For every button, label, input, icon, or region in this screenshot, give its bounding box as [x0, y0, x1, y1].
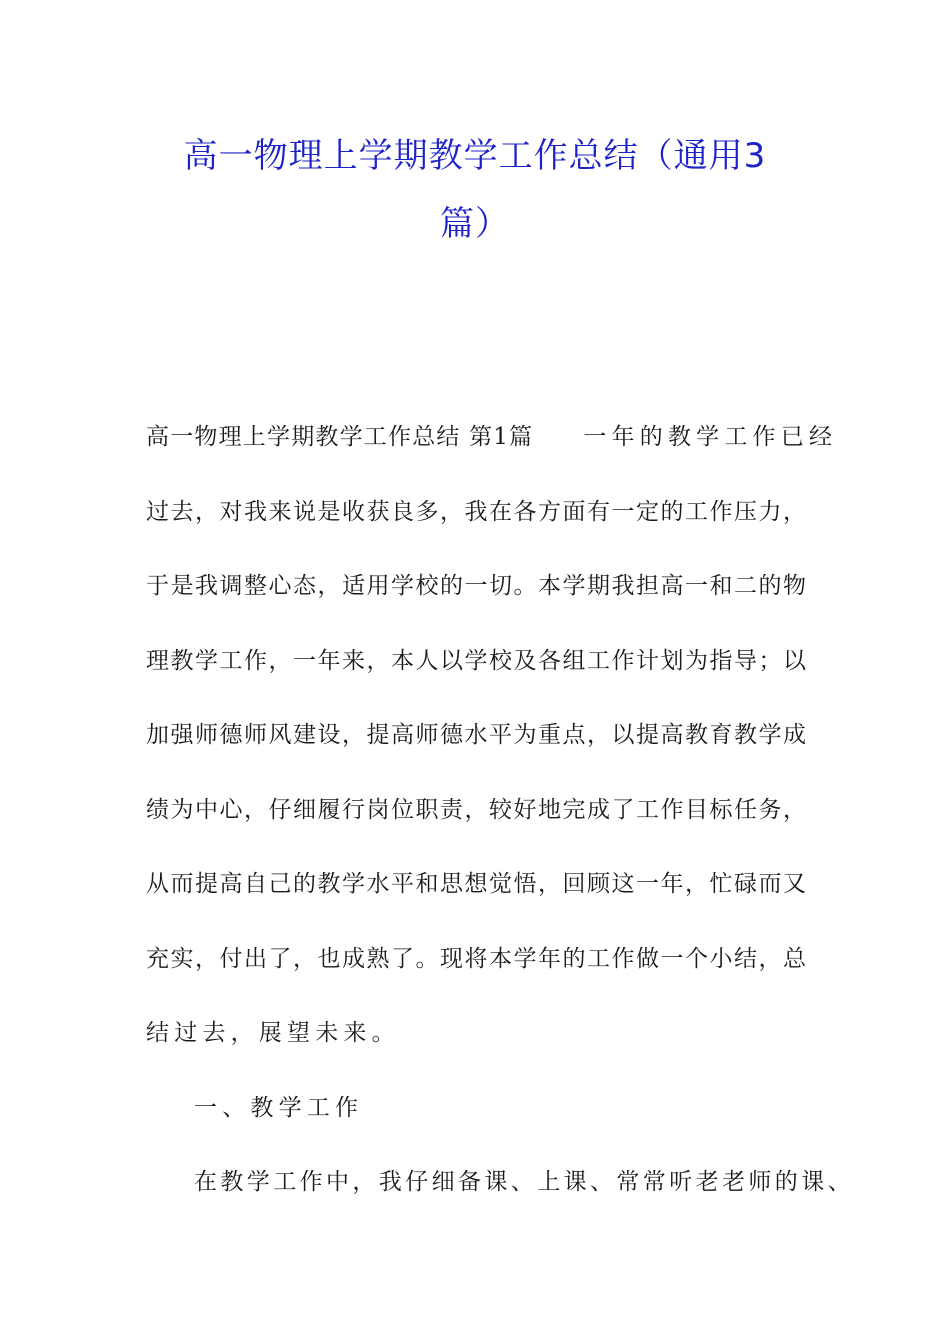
paragraph-line: 在教学工作中，我仔细备课、上课、常常听老老师的课、	[194, 1169, 854, 1195]
paragraph-line: 从而提高自己的教学水平和思想觉悟，回顾这一年，忙碌而又	[146, 871, 806, 897]
document-title-line-1: 高一物理上学期教学工作总结（通用3	[183, 136, 767, 176]
paragraph-line: 加强师德师风建设，提高师德水平为重点，以提高教育教学成	[146, 722, 806, 748]
paragraph-line: 充实，付出了，也成熟了。现将本学年的工作做一个小结，总	[146, 946, 806, 972]
first-paragraph-line	[146, 422, 837, 452]
document-title-line-2: 篇）	[440, 204, 510, 244]
subheading-teaching-work: 一、教学工作	[194, 1095, 364, 1121]
paragraph-line: 于是我调整心态，适用学校的一切。本学期我担高一和二的物	[146, 573, 806, 599]
paragraph-text-start: 一年的教学工作已经	[583, 424, 838, 450]
section-heading: 高一物理上学期教学工作总结 第1篇	[146, 424, 534, 450]
paragraph-line: 绩为中心，仔细履行岗位职责，较好地完成了工作目标任务，	[146, 797, 806, 823]
paragraph-line: 理教学工作，一年来，本人以学校及各组工作计划为指导；以	[146, 648, 806, 674]
paragraph-line: 过去，对我来说是收获良多，我在各方面有一定的工作压力，	[146, 499, 806, 525]
paragraph-line: 结过去，展望未来。	[146, 1020, 400, 1046]
